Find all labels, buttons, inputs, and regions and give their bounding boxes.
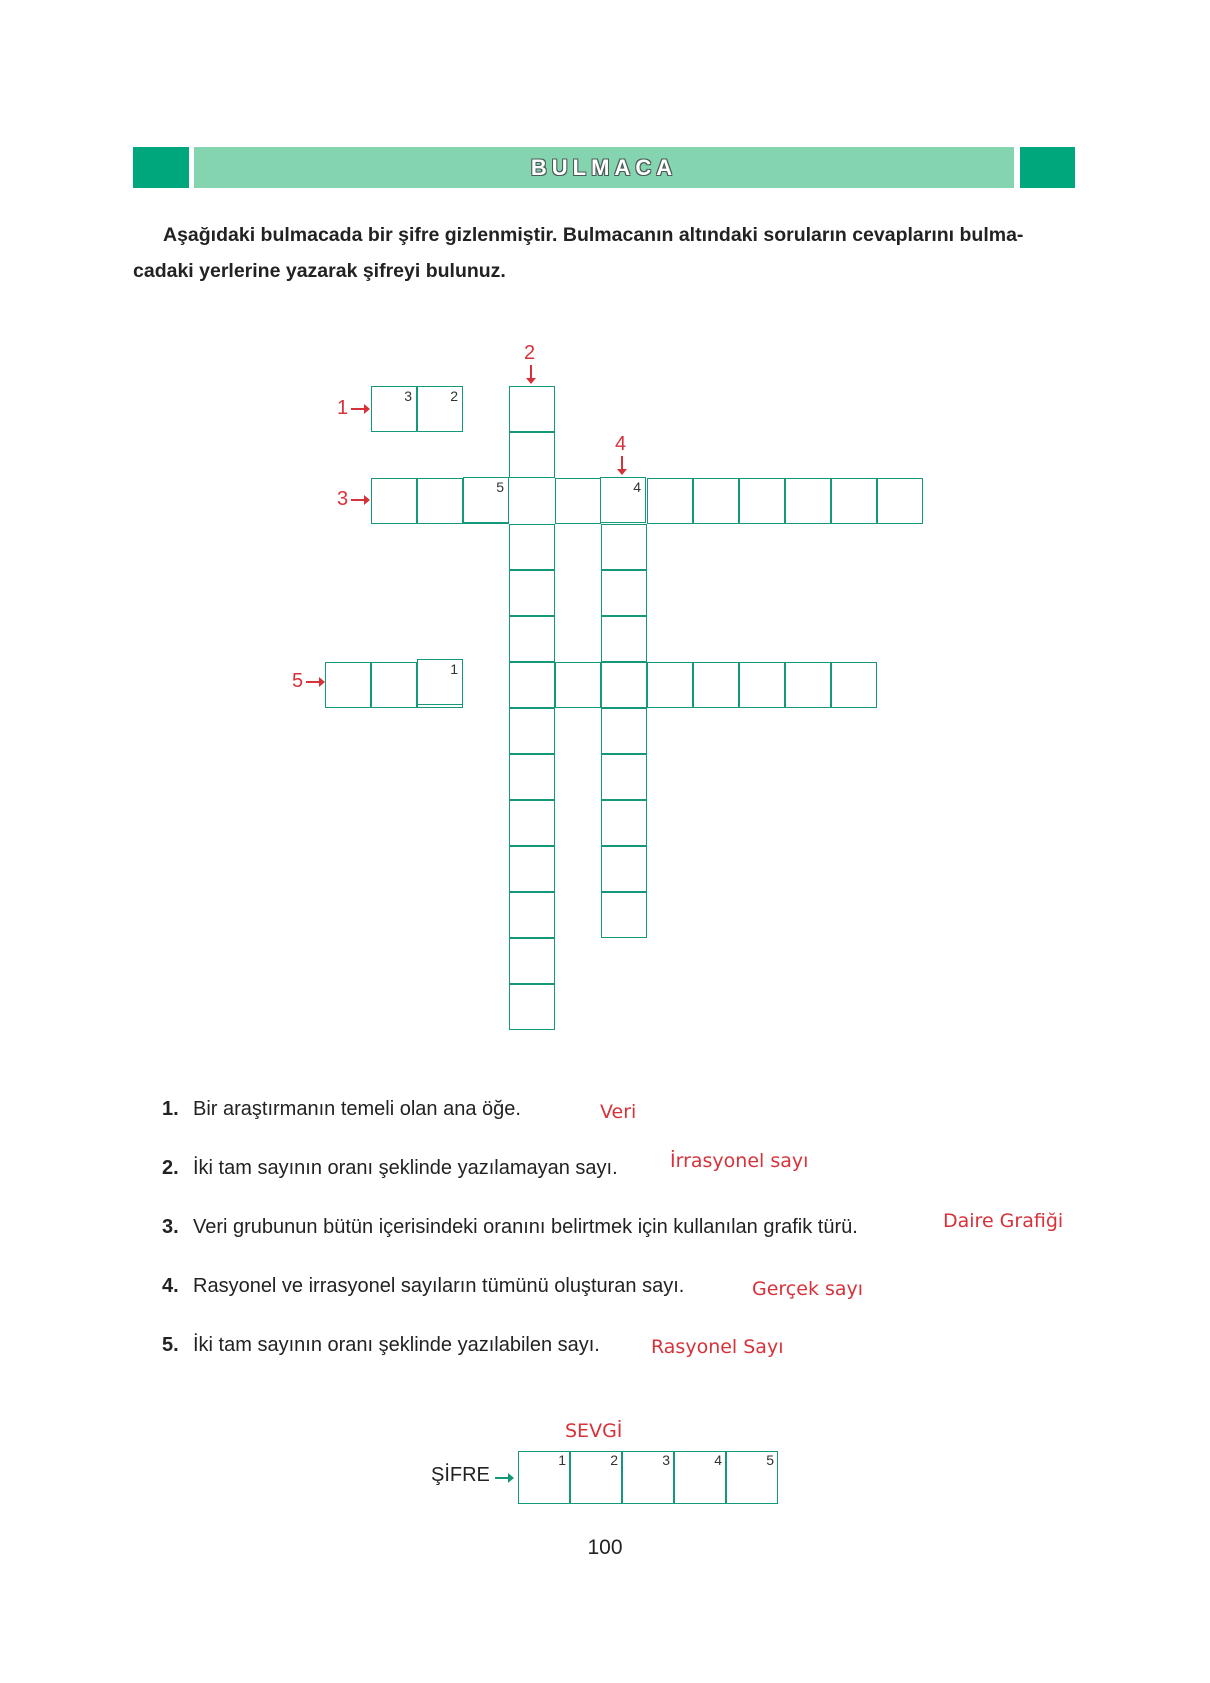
crossword-cell[interactable] <box>647 662 693 708</box>
answer-1: Veri <box>600 1101 637 1123</box>
cell-number: 3 <box>404 388 412 404</box>
crossword-cell[interactable] <box>509 938 555 984</box>
instructions <box>133 217 1083 289</box>
crossword-cell[interactable] <box>785 662 831 708</box>
crossword-cell[interactable] <box>509 616 555 662</box>
crossword-cell-numbered-5[interactable] <box>463 477 509 523</box>
answer-3: Daire Grafiği <box>943 1210 1064 1232</box>
arrow-right-1 <box>351 408 365 410</box>
sifre-arrow-icon <box>495 1477 509 1479</box>
sifre-cell-2[interactable]: 2 <box>570 1451 622 1504</box>
question-2: 2. İki tam sayının oranı şeklinde yazılamayan sayı. <box>162 1157 618 1179</box>
crossword-cell[interactable] <box>509 800 555 846</box>
clue-marker-1: 1 <box>337 397 349 419</box>
sifre-answer: SEVGİ <box>565 1420 623 1442</box>
crossword-cell[interactable] <box>417 478 463 524</box>
crossword-cell[interactable] <box>601 754 647 800</box>
crossword-cell[interactable] <box>877 478 923 524</box>
sifre-cell-4[interactable]: 4 <box>674 1451 726 1504</box>
cell-number: 5 <box>496 479 504 495</box>
answer-4: Gerçek sayı <box>752 1278 864 1300</box>
clue-marker-3: 3 <box>337 488 349 510</box>
crossword-cell[interactable] <box>371 662 417 708</box>
crossword-cell[interactable] <box>509 386 555 432</box>
question-3: 3. Veri grubunun bütün içerisindeki oranını belirtmek için kullanılan grafik türü. <box>162 1216 858 1238</box>
crossword-cell-numbered-2[interactable] <box>417 386 463 432</box>
crossword-cell[interactable] <box>785 478 831 524</box>
crossword-cell[interactable] <box>509 432 555 478</box>
crossword-cell[interactable] <box>509 524 555 570</box>
crossword-cell[interactable] <box>831 478 877 524</box>
crossword-cell[interactable] <box>693 662 739 708</box>
arrow-down-4 <box>621 456 623 470</box>
crossword-cell[interactable] <box>509 662 555 708</box>
crossword-cell[interactable] <box>509 708 555 754</box>
crossword-cell[interactable] <box>601 524 647 570</box>
crossword-cell-numbered-3[interactable] <box>371 386 417 432</box>
sifre-cell-1[interactable]: 1 <box>518 1451 570 1504</box>
crossword-cell[interactable] <box>509 984 555 1030</box>
crossword-cell[interactable] <box>601 846 647 892</box>
crossword-cell[interactable] <box>601 800 647 846</box>
crossword-cell[interactable] <box>601 708 647 754</box>
crossword-cell[interactable] <box>647 478 693 524</box>
crossword-cell[interactable] <box>509 846 555 892</box>
instructions-line-1: Aşağıdaki bulmacada bir şifre gizlenmiştir. Bulmacanın altındaki soruların cevaplarını bulma- <box>163 224 1024 246</box>
crossword-cell[interactable] <box>555 662 601 708</box>
cell-number: 1 <box>450 661 458 677</box>
crossword-cell[interactable] <box>325 662 371 708</box>
crossword-cell[interactable] <box>601 892 647 938</box>
question-1: 1. Bir araştırmanın temeli olan ana öğe. <box>162 1098 521 1120</box>
answer-5: Rasyonel Sayı <box>651 1336 784 1358</box>
answer-2: İrrasyonel sayı <box>670 1150 809 1172</box>
crossword-cell[interactable] <box>601 662 647 708</box>
crossword-cell[interactable] <box>739 662 785 708</box>
crossword-cell[interactable] <box>693 478 739 524</box>
crossword-cell[interactable] <box>509 570 555 616</box>
crossword-cell[interactable] <box>831 662 877 708</box>
crossword-cell[interactable] <box>555 478 601 524</box>
instructions-line-2: cadaki yerlerine yazarak şifreyi bulunuz. <box>133 260 506 282</box>
header-band-left <box>133 147 189 188</box>
crossword-cell[interactable] <box>509 754 555 800</box>
sifre-cell-5[interactable]: 5 <box>726 1451 778 1504</box>
cell-number: 2 <box>450 388 458 404</box>
question-4: 4. Rasyonel ve irrasyonel sayıların tümünü oluşturan sayı. <box>162 1275 685 1297</box>
header-band-right <box>1020 147 1075 188</box>
crossword-cell[interactable] <box>509 892 555 938</box>
arrow-right-5 <box>306 681 320 683</box>
question-5: 5. İki tam sayının oranı şeklinde yazılabilen sayı. <box>162 1334 600 1356</box>
clue-marker-5: 5 <box>292 670 304 692</box>
clue-marker-2: 2 <box>524 342 536 364</box>
crossword-cell[interactable] <box>371 478 417 524</box>
arrow-down-2 <box>530 365 532 379</box>
page-number: 100 <box>587 1536 623 1559</box>
sifre-label: ŞİFRE <box>431 1464 490 1486</box>
crossword-cell[interactable] <box>601 570 647 616</box>
clue-marker-4: 4 <box>615 433 627 455</box>
crossword-cell[interactable] <box>601 616 647 662</box>
page-title: BULMACA <box>530 155 678 180</box>
crossword-cell-numbered-1[interactable] <box>417 659 463 705</box>
crossword-cell-numbered-4[interactable] <box>600 477 646 523</box>
arrow-right-3 <box>351 499 365 501</box>
sifre-cell-3[interactable]: 3 <box>622 1451 674 1504</box>
crossword-cell[interactable] <box>739 478 785 524</box>
cell-number: 4 <box>633 479 641 495</box>
